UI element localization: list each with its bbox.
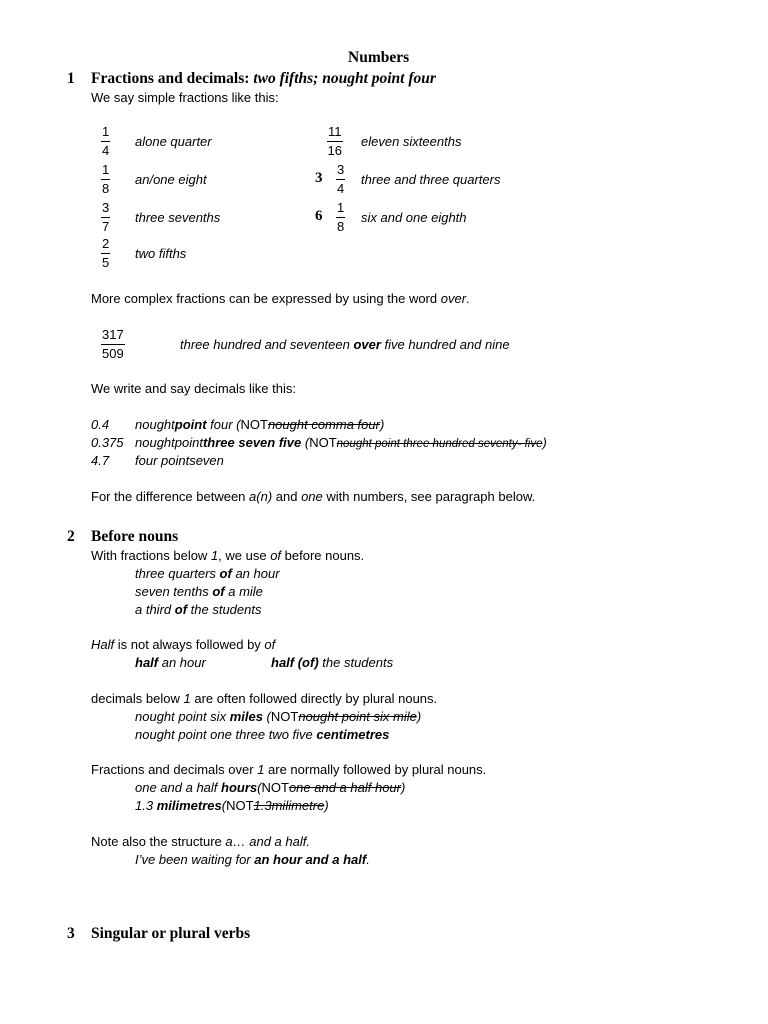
decimal-b: point [174, 417, 207, 432]
ex-c: a mile [224, 584, 263, 599]
decimal-number: 4.7 [91, 453, 110, 468]
denominator: 7 [102, 219, 110, 234]
fraction-text: eleven sixteenths [361, 134, 462, 149]
p1-d: of [270, 548, 282, 563]
fraction-3-4 [336, 162, 345, 197]
half-ex1-c: an hour [158, 655, 206, 670]
dec-ex1-e: ) [416, 709, 422, 724]
section-1-heading-italic: two fifths; nought point four [253, 70, 436, 87]
over-ex2-struck: 1.3milimetre [253, 798, 325, 813]
dec-ex1-b: miles [229, 709, 263, 724]
over-ex2-a: 1.3 [135, 798, 157, 813]
over-ex2-c: ( [221, 798, 227, 813]
dec-ex1-a: nought point six [135, 709, 230, 724]
fraction-1-4 [101, 124, 110, 159]
complex-intro-end: . [466, 291, 470, 306]
fraction-text: six and one eighth [361, 210, 467, 225]
complex-text-b: over [353, 337, 381, 352]
decimal-spoken [135, 435, 547, 450]
decimal-not: NOT [240, 417, 268, 432]
fractions-below-one [91, 548, 364, 563]
over-example-2 [135, 798, 329, 813]
half-ex2-b: half (of) [271, 655, 319, 670]
diff-e: with numbers, see paragraph below. [322, 489, 536, 504]
over-ex1-c: ( [257, 780, 262, 795]
over-one-note [91, 762, 486, 777]
diff-c: and [272, 489, 302, 504]
section-1-heading-plain: Fractions and decimals: [91, 70, 254, 87]
decimal-e: ) [379, 417, 385, 432]
fraction-bar [327, 141, 343, 142]
decimal-number: 0.4 [91, 417, 110, 432]
dec-ex2-a: nought point one three two five [135, 727, 317, 742]
over-ex2-e: ) [324, 798, 329, 813]
section-2-number: 2 [67, 528, 75, 545]
decimal-a: nought [135, 417, 175, 432]
ex-b: of [174, 602, 188, 617]
ex-b: of [212, 584, 225, 599]
p1-a: With fractions below [91, 548, 211, 563]
half-example-1 [135, 655, 206, 670]
fractions-intro: We say simple fractions like this: [91, 90, 279, 105]
fraction-text: an/one eight [135, 172, 207, 187]
difference-note [91, 489, 535, 504]
fraction-text: three sevenths [135, 210, 221, 225]
decimal-b: three seven five [202, 435, 302, 450]
numerator: 3 [102, 200, 110, 215]
fraction-text: two fifths [135, 246, 187, 261]
example-line [135, 602, 261, 617]
denominator: 8 [337, 219, 345, 234]
note-a: Note also the structure [91, 834, 226, 849]
decimal-spoken [135, 417, 384, 432]
dec-a: decimals below [91, 691, 184, 706]
decimal-number: 0.375 [91, 435, 124, 450]
ex-c: the students [187, 602, 262, 617]
complex-text-a: three hundred and seventeen [180, 337, 354, 352]
fraction-bar [101, 179, 110, 180]
decimals-below-one [91, 691, 437, 706]
p1-b: 1 [210, 548, 219, 563]
structure-example [135, 852, 370, 867]
diff-b: a(n) [249, 489, 273, 504]
p1-c: , we use [218, 548, 271, 563]
denominator: 509 [102, 346, 124, 361]
fraction-bar [101, 253, 110, 254]
half-example-2 [271, 655, 393, 670]
numerator: 1 [102, 162, 110, 177]
half-b: is not always followed by [114, 637, 265, 652]
dec-ex1-struck: nought point six mile [298, 709, 417, 724]
fraction-text: three and three quarters [361, 172, 501, 187]
over-ex1-not: NOT [261, 780, 289, 795]
numerator: 2 [102, 236, 110, 251]
over-example-1 [135, 780, 405, 795]
over-a: Fractions and decimals over [91, 762, 258, 777]
decimal-example-1 [135, 709, 421, 724]
decimal-e: ) [542, 435, 547, 450]
dec-ex2-b: centimetres [316, 727, 390, 742]
complex-intro [91, 291, 470, 306]
decimal-struck: nought point three hundred seventy- five [336, 438, 543, 450]
complex-fraction-text [180, 337, 510, 352]
over-ex1-e: ) [401, 780, 406, 795]
note-ex-a: I’ve been waiting for [135, 852, 255, 867]
section-1-heading [91, 70, 436, 88]
decimal-a: four pointseven [135, 453, 224, 468]
ex-c: an hour [231, 566, 280, 581]
ex-a: seven tenths [135, 584, 213, 599]
fraction-bar [101, 217, 110, 218]
numerator: 3 [337, 162, 345, 177]
whole-number: 6 [315, 208, 323, 224]
half-a: Half [91, 637, 115, 652]
fraction-bar [336, 217, 345, 218]
note-ex-b: an hour and a half [254, 852, 367, 867]
half-ex1-b: half [135, 655, 159, 670]
diff-d: one [301, 489, 323, 504]
complex-intro-word: over [440, 291, 467, 306]
dec-ex1-c: ( [262, 709, 271, 724]
fraction-1-8-mixed [336, 200, 345, 235]
decimal-not: NOT [309, 435, 337, 450]
over-ex1-b: hours [221, 780, 258, 795]
numerator: 1 [102, 124, 110, 139]
dec-b: 1 [183, 691, 191, 706]
over-ex1-a: one and a half [135, 780, 222, 795]
denominator: 16 [327, 143, 342, 158]
decimals-intro: We write and say decimals like this: [91, 381, 296, 396]
numerator: 1 [337, 200, 345, 215]
note-ex-c: . [366, 852, 370, 867]
denominator: 5 [102, 255, 110, 270]
fraction-317-509 [101, 327, 125, 362]
half-c: of [264, 637, 276, 652]
decimal-struck: nought comma four [267, 417, 380, 432]
complex-intro-text: More complex fractions can be expressed by using the word [91, 291, 441, 306]
section-3-heading: Singular or plural verbs [91, 925, 251, 942]
over-b: 1 [257, 762, 265, 777]
section-3-number: 3 [67, 925, 75, 942]
ex-a: three quarters [135, 566, 220, 581]
over-ex2-b: milimetres [156, 798, 222, 813]
decimal-spoken [135, 453, 224, 468]
denominator: 8 [102, 181, 110, 196]
numerator: 317 [102, 327, 124, 342]
over-ex1-struck: one and a half hour [288, 780, 401, 795]
example-line [135, 566, 280, 581]
section-2-heading: Before nouns [91, 528, 179, 545]
diff-a: For the difference between [91, 489, 250, 504]
p1-e: before nouns. [281, 548, 365, 563]
complex-text-c: five hundred and nine [380, 337, 510, 352]
page-title: Numbers [348, 49, 410, 66]
ex-b: of [219, 566, 232, 581]
denominator: 4 [102, 143, 110, 158]
whole-number: 3 [315, 170, 323, 186]
note-b: a… and a half. [225, 834, 310, 849]
fraction-2-5 [101, 236, 110, 271]
fraction-1-8 [101, 162, 110, 197]
denominator: 4 [337, 181, 345, 196]
example-line [135, 584, 263, 599]
fraction-bar [101, 141, 110, 142]
numerator: 11 [328, 124, 342, 139]
half-ex2-c: the students [318, 655, 394, 670]
fraction-bar [101, 344, 125, 345]
decimal-c: four ( [206, 417, 241, 432]
fraction-3-7 [101, 200, 110, 235]
decimal-c: ( [301, 435, 310, 450]
fraction-text: alone quarter [135, 134, 212, 149]
half-note [91, 637, 275, 652]
ex-a: a third [135, 602, 175, 617]
dec-ex1-not: NOT [270, 709, 299, 724]
decimal-a: noughtpoint [135, 435, 203, 450]
fraction-bar [336, 179, 345, 180]
over-ex2-not: NOT [226, 798, 254, 813]
structure-note [91, 834, 310, 849]
section-1-number: 1 [67, 70, 75, 87]
over-c: are normally followed by plural nouns. [264, 762, 487, 777]
dec-c: are often followed directly by plural nouns. [190, 691, 438, 706]
decimal-example-2 [135, 727, 389, 742]
fraction-11-16 [327, 124, 343, 159]
